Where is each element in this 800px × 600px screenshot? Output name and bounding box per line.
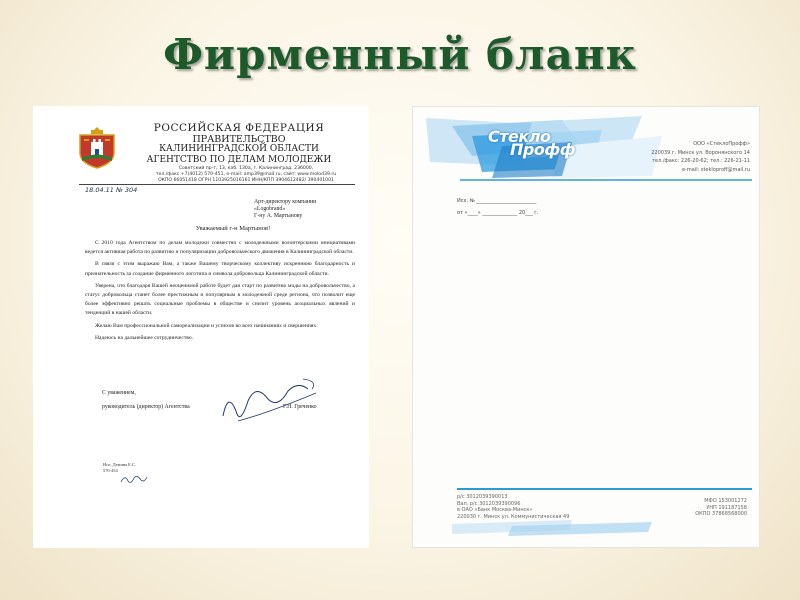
- letter-phone: тел./факс +7(4012) 570-451, e-mail: amp39@mail.ru, сайт: www.molod39.ru: [155, 172, 337, 177]
- logo-line: Профф: [510, 140, 576, 159]
- letterhead-bank-details: [457, 494, 569, 520]
- coat-of-arms-icon: [78, 125, 116, 169]
- letter-paragraph: С 2010 года Агентством по делам молодежи совместно с молодежными волонтерскими инициативами ведется активная работа по развитию и популяризации добровольческого движения в Калининградской области.: [85, 240, 355, 256]
- letter-addressee: [254, 199, 316, 220]
- letter-header-rule: [79, 184, 355, 185]
- contact-line: e-mail: stekloproff@mail.ru: [681, 166, 750, 173]
- letter-header-region: КАЛИНИНГРАДСКОЙ ОБЛАСТИ: [159, 144, 319, 154]
- letter-paragraph: В связи с этим выражаю Вам, а также Вашему творческому коллективу искреннюю благодарность и признательность за создание фирменного логотипа и символа добровольца Калининградской области.: [85, 261, 355, 277]
- letter-header-agency: АГЕНТСТВО ПО ДЕЛАМ МОЛОДЕЖИ: [146, 155, 332, 165]
- letter-paragraph: Надеюсь на дальнейшее сотрудничество.: [95, 334, 194, 341]
- outgoing-number-field: Исх. № ________________________: [457, 198, 537, 204]
- letter-closing: С уважением,: [102, 390, 136, 396]
- bank-line: р/с 3012039390013: [457, 494, 508, 500]
- bank-line: Вал. р/с 3012039390096: [457, 500, 521, 507]
- letter-signer-name: Г.Н. Греченко: [283, 404, 317, 410]
- letter-address: Советский пр-т, 13, каб. 130а, г. Калининград, 236000,: [178, 166, 314, 171]
- bank-line: в ОАО «Банк Москва-Минск»: [457, 507, 533, 514]
- addressee-line: Г-ну А. Мартынову: [254, 213, 303, 219]
- addressee-line: Арт-директору компании: [254, 199, 317, 205]
- contact-line: ООО «СтеклоПрофф»: [693, 141, 750, 147]
- official-letter: [33, 106, 369, 548]
- slide-title: Фирменный бланк: [163, 30, 637, 79]
- letter-greeting: Уважаемый г-н Мартынов!: [195, 225, 271, 232]
- letterhead-contacts: [610, 140, 750, 174]
- letterhead-registry-codes: [657, 498, 747, 518]
- letter-date-number: 18.04.11 № 304: [85, 186, 138, 194]
- contact-line: 220039 г. Минск ул. Воронянского 14: [651, 149, 750, 156]
- logo-line: Стекло: [488, 127, 551, 146]
- outgoing-date-field: от «____» ______________ 20___ г.: [457, 210, 539, 216]
- letter-signer-title: руководитель (директор) Агентства: [102, 404, 190, 410]
- handwritten-signature-icon: [208, 371, 328, 431]
- letterhead-logo: [488, 127, 576, 159]
- contact-line: тел./факс: 226-20-62; тел.: 226-21-11: [652, 158, 750, 164]
- executor-handwriting-icon: [119, 472, 149, 486]
- code-line: МФО 153001272: [704, 498, 747, 504]
- letter-codes: ОКПО 66051418 ОГРН 1103925016161 ИНН/КПП 3904612482/ 390401001: [158, 178, 334, 183]
- letter-header-government: ПРАВИТЕЛЬСТВО: [192, 134, 286, 145]
- letter-paragraph: Уверена, что благодаря Вашей неоценимой работе будет дан старт по развитию моды на добровольчество, а статус добровольца станет более престижным и популярным в молодежной среде региона, что позволит еще более эффективно решать социальные проблемы в обществе и снизит уровень асоциальных явлений и тенденций в нашей области.: [85, 282, 355, 317]
- company-letterhead: [412, 106, 760, 548]
- letter-paragraph: Желаю Вам профессиональной самореализации и успехов во всех начинаниях и свершениях.: [95, 322, 318, 329]
- executor-line: Исп. Демина Е.С.: [103, 462, 136, 467]
- executor-line: 570-454: [103, 467, 118, 473]
- footer-rule: [457, 488, 752, 490]
- addressee-line: «Logobrand»: [254, 206, 286, 212]
- bank-line: 220030 г. Минск ул. Коммунистическая 49: [457, 513, 570, 520]
- code-line: ОКПО 37868568000: [695, 511, 747, 518]
- code-line: УНП 191187158: [706, 504, 747, 511]
- letter-header-federation: РОССИЙСКАЯ ФЕДЕРАЦИЯ: [153, 122, 325, 134]
- footer-glass-graphic-icon: [452, 518, 752, 538]
- letter-body: [85, 239, 355, 346]
